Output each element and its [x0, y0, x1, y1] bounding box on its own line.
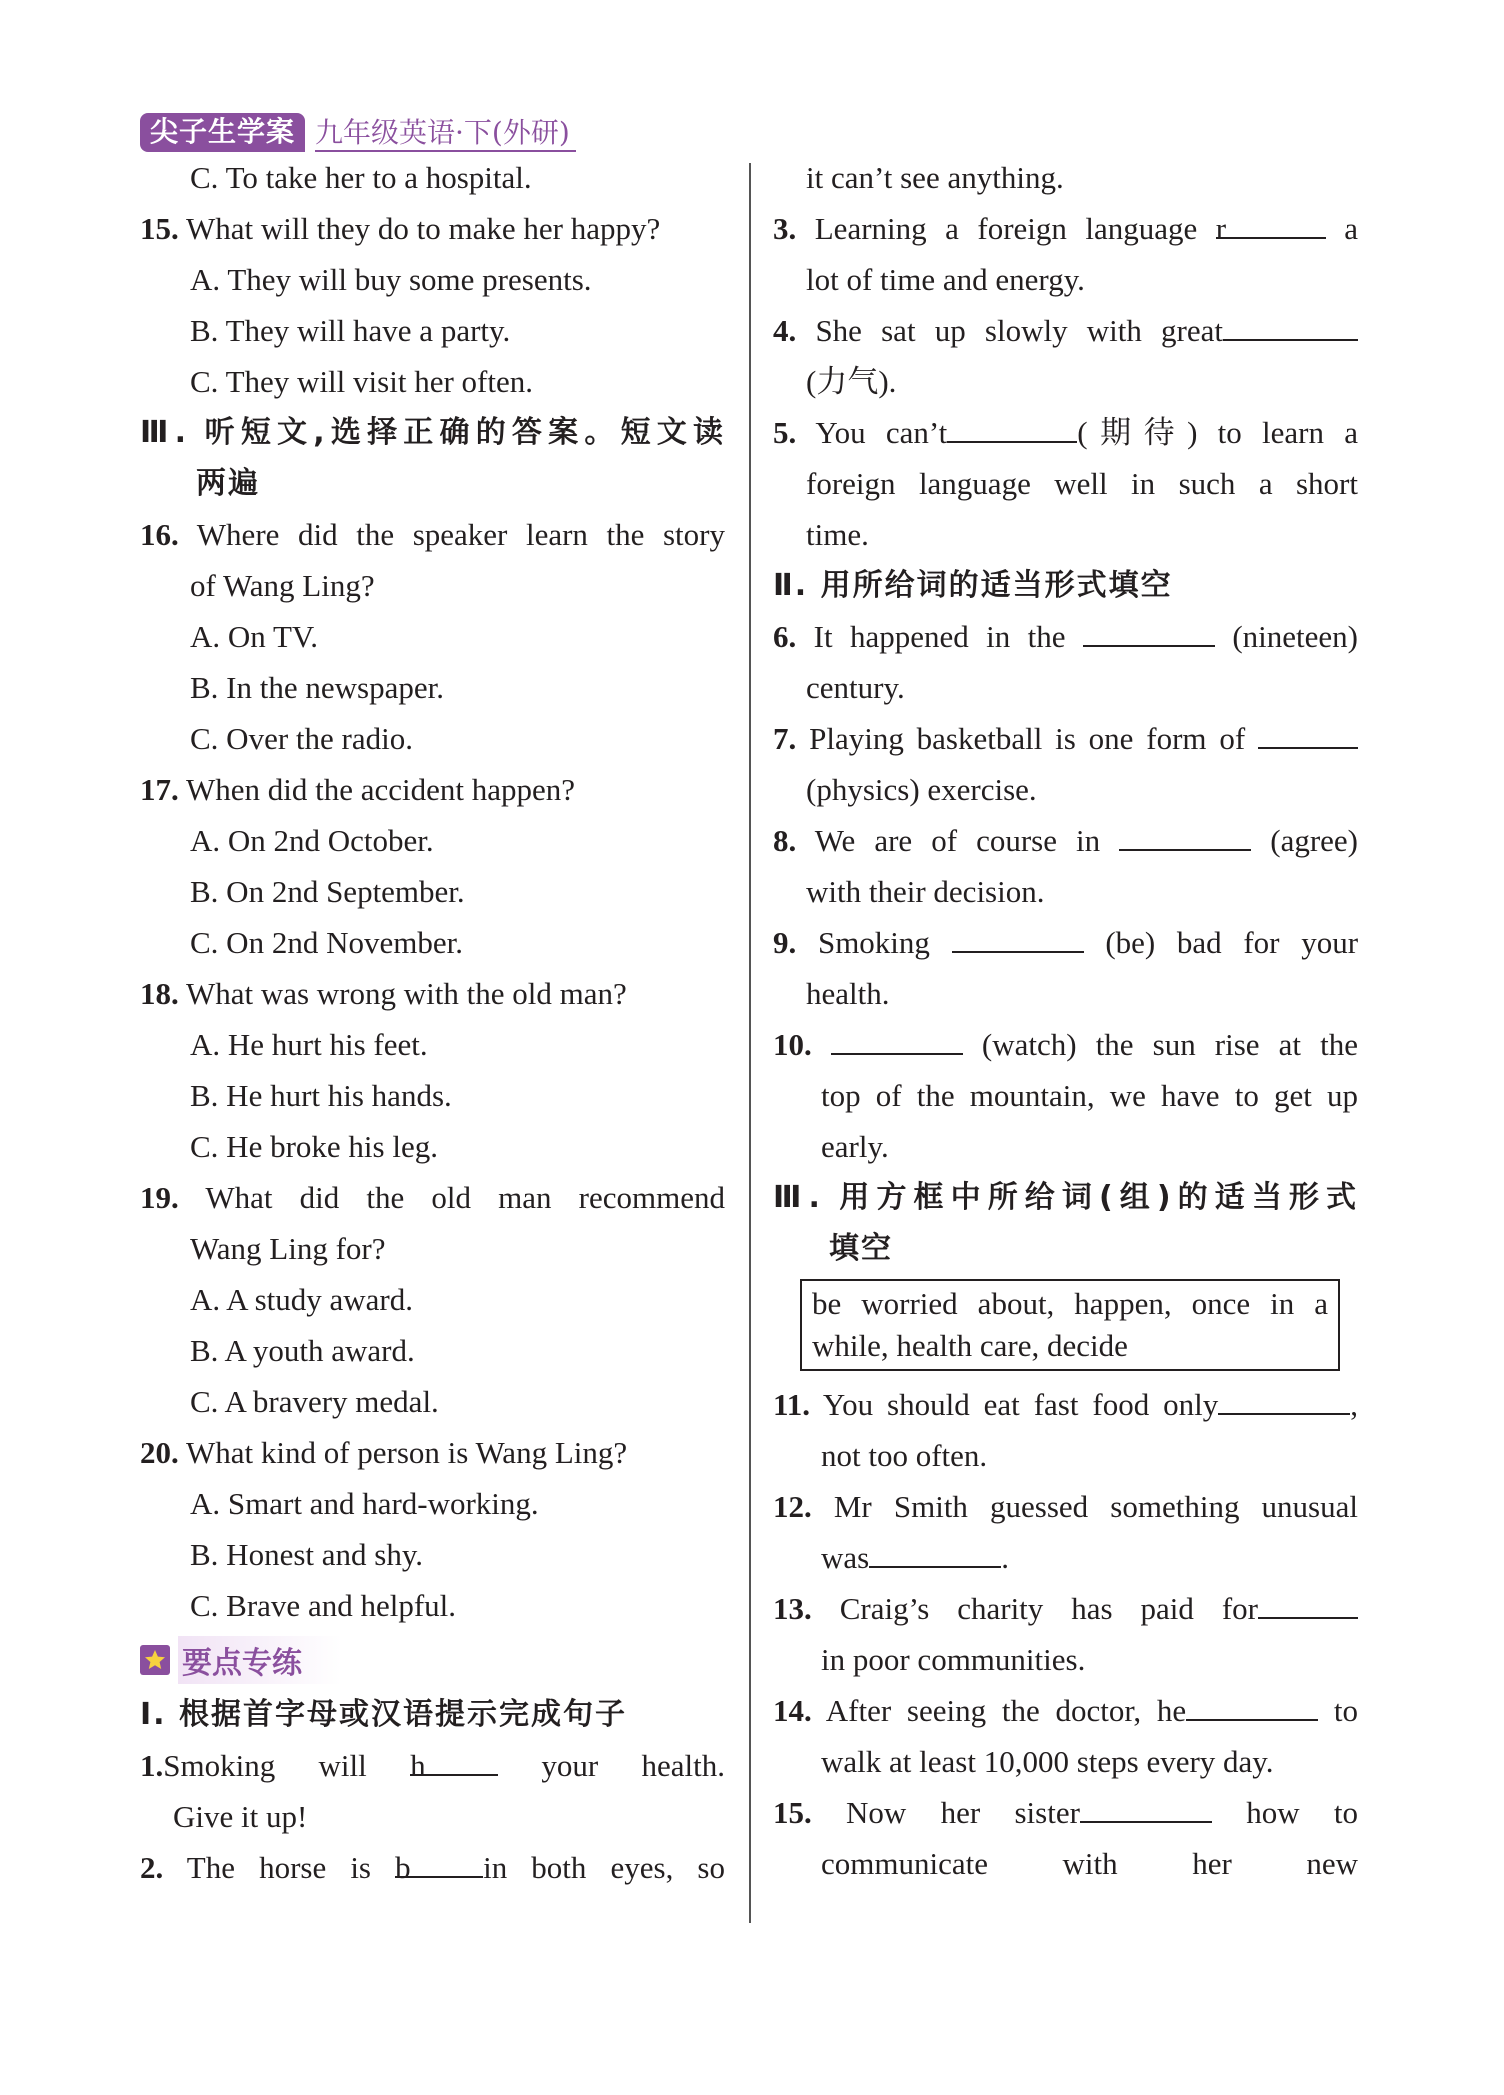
star-icon	[140, 1645, 170, 1675]
question-text: What kind of person is Wang Ling?	[185, 1435, 628, 1470]
question-14	[773, 1685, 1358, 1736]
question-text-cont: health.	[806, 976, 890, 1011]
question-text: You should eat fast food only	[822, 1387, 1219, 1422]
question-text: Learning a foreign language	[814, 211, 1216, 246]
question-text-cont	[773, 1532, 1358, 1583]
question-text: (be) bad for your	[1083, 925, 1359, 960]
question-number: 17.	[140, 772, 179, 807]
question-number: 10.	[773, 1027, 812, 1062]
option-a: A. On 2nd October.	[190, 823, 434, 858]
word-bank-line: while, health care, decide	[812, 1328, 1128, 1363]
answer-blank[interactable]	[410, 1740, 498, 1783]
question-2	[140, 1842, 725, 1893]
question-6	[773, 611, 1358, 662]
question-text: a	[1325, 211, 1359, 246]
question-12	[773, 1481, 1358, 1532]
question-number: 1.	[140, 1748, 164, 1783]
question-text: What did the old man recommend	[205, 1180, 725, 1215]
question-text: What was wrong with the old man?	[185, 976, 627, 1011]
answer-blank[interactable]	[1186, 1685, 1318, 1721]
question-text: .	[1001, 1540, 1009, 1575]
question-text: The horse is	[186, 1850, 396, 1885]
key-practice-label: 要点专练	[178, 1636, 342, 1684]
question-text-cont: walk at least 10,000 steps every day.	[821, 1744, 1274, 1779]
option-a: A. On TV.	[190, 619, 319, 654]
question-13	[773, 1583, 1358, 1634]
option-a: A. He hurt his feet.	[190, 1027, 428, 1062]
question-number: 14.	[773, 1693, 812, 1728]
question-text: in both eyes, so	[483, 1850, 725, 1885]
question-number: 9.	[773, 925, 797, 960]
option-b: B. They will have a party.	[190, 313, 511, 348]
question-number: 8.	[773, 823, 797, 858]
option-c: C. He broke his leg.	[190, 1129, 438, 1164]
question-17	[140, 764, 725, 815]
question-text: how to	[1211, 1795, 1359, 1830]
question-7	[773, 713, 1358, 764]
question-number: 19.	[140, 1180, 179, 1215]
question-text-cont: century.	[806, 670, 905, 705]
section-3-title-cont: 两遍	[196, 466, 260, 501]
question-text: Craig’s charity has paid for	[839, 1591, 1259, 1626]
question-number: 18.	[140, 976, 179, 1011]
question-number: 3.	[773, 211, 797, 246]
question-number: 15.	[773, 1795, 812, 1830]
question-text-cont: (physics) exercise.	[806, 772, 1037, 807]
question-text-cont: foreign language well in such a short	[806, 466, 1358, 501]
option-a: A. Smart and hard-working.	[190, 1486, 539, 1521]
question-text: was	[821, 1540, 870, 1575]
option-c: C. Over the radio.	[190, 721, 413, 756]
question-text-cont: communicate with her new	[821, 1846, 1358, 1881]
option-b: B. On 2nd September.	[190, 874, 465, 909]
page-header	[140, 112, 576, 152]
question-text-cont: it can’t see anything.	[806, 160, 1064, 195]
question-text: Playing basketball is one form of	[809, 721, 1259, 756]
section-1-title: Ⅰ. 根据首字母或汉语提示完成句子	[140, 1697, 628, 1732]
question-text: Smoking will	[163, 1748, 411, 1783]
answer-blank[interactable]	[1083, 611, 1215, 647]
question-text: (nineteen)	[1214, 619, 1359, 654]
question-number: 16.	[140, 517, 179, 552]
question-text: (期待) to learn a	[1077, 415, 1358, 450]
question-text: (watch) the sun rise at the	[962, 1027, 1358, 1062]
option-line: C. To take her to a hospital.	[190, 160, 532, 195]
option-c: C. Brave and helpful.	[190, 1588, 457, 1623]
key-practice-banner	[140, 1631, 725, 1689]
section-3b-title-cont: 填空	[829, 1231, 893, 1266]
question-text: It happened in the	[813, 619, 1083, 654]
question-text-cont: with their decision.	[806, 874, 1045, 909]
option-c: C. They will visit her often.	[190, 364, 533, 399]
question-text-cont: lot of time and energy.	[806, 262, 1085, 297]
question-number: 7.	[773, 721, 797, 756]
question-19	[140, 1172, 725, 1223]
section-2-title: Ⅱ. 用所给词的适当形式填空	[773, 568, 1173, 603]
question-number: 12.	[773, 1489, 812, 1524]
question-text: your health.	[498, 1748, 725, 1783]
question-number: 11.	[773, 1387, 811, 1422]
question-text: ,	[1350, 1387, 1358, 1422]
question-text: When did the accident happen?	[185, 772, 575, 807]
question-text: You can’t	[815, 415, 948, 450]
option-b: B. He hurt his hands.	[190, 1078, 452, 1113]
question-text: to	[1318, 1693, 1359, 1728]
left-column	[140, 152, 725, 1893]
word-bank-box	[800, 1279, 1340, 1371]
question-5	[773, 407, 1358, 458]
answer-blank[interactable]	[1218, 1379, 1350, 1415]
question-text: Now her sister	[846, 1795, 1080, 1830]
word-bank-line: be worried about, happen, once in a	[812, 1286, 1328, 1321]
question-15	[140, 203, 725, 254]
option-b: B. Honest and shy.	[190, 1537, 424, 1572]
question-text-cont: in poor communities.	[821, 1642, 1086, 1677]
answer-blank[interactable]	[1080, 1787, 1212, 1823]
question-number: 6.	[773, 619, 797, 654]
question-1	[140, 1740, 725, 1791]
question-text-cont: Give it up!	[173, 1799, 308, 1834]
answer-blank[interactable]	[869, 1532, 1001, 1568]
question-16	[140, 509, 725, 560]
question-text-cont: Wang Ling for?	[190, 1231, 386, 1266]
answer-blank[interactable]	[1215, 203, 1326, 246]
question-11	[773, 1379, 1358, 1430]
question-18	[140, 968, 725, 1019]
question-number: 5.	[773, 415, 797, 450]
question-number: 15.	[140, 211, 179, 246]
answer-blank[interactable]	[395, 1842, 483, 1885]
question-text: What will they do to make her happy?	[185, 211, 661, 246]
question-text: Mr Smith guessed something unusual	[833, 1489, 1358, 1524]
column-divider	[749, 163, 751, 1923]
question-3	[773, 203, 1358, 254]
question-text: Smoking	[817, 925, 952, 960]
question-10	[773, 1019, 1358, 1070]
question-text: We are of course in	[814, 823, 1120, 858]
option-c: C. On 2nd November.	[190, 925, 463, 960]
question-text-cont: top of the mountain, we have to get up	[821, 1078, 1358, 1113]
question-4	[773, 305, 1358, 356]
answer-blank[interactable]	[952, 917, 1084, 953]
brand-label: 尖子生学案	[140, 113, 305, 152]
option-a: A. A study award.	[190, 1282, 414, 1317]
question-9	[773, 917, 1358, 968]
question-text-cont: early.	[821, 1129, 889, 1164]
answer-blank[interactable]	[1119, 815, 1251, 851]
answer-blank[interactable]	[1258, 713, 1358, 749]
answer-blank[interactable]	[1223, 305, 1358, 341]
question-text: Where did the speaker learn the story	[196, 517, 725, 552]
hint-letter: r	[1215, 211, 1227, 246]
question-number: 2.	[140, 1850, 164, 1885]
question-15b	[773, 1787, 1358, 1838]
option-c: C. A bravery medal.	[190, 1384, 439, 1419]
question-text: After seeing the doctor, he	[825, 1693, 1187, 1728]
question-number: 20.	[140, 1435, 179, 1470]
question-text: She sat up slowly with great	[815, 313, 1224, 348]
answer-blank[interactable]	[947, 407, 1077, 443]
question-text-cont: time.	[806, 517, 869, 552]
question-text-cont: (力气).	[806, 364, 897, 399]
hint-letter: b	[395, 1850, 411, 1885]
question-20	[140, 1427, 725, 1478]
book-subtitle: 九年级英语·下(外研)	[315, 116, 576, 152]
option-b: B. A youth award.	[190, 1333, 415, 1368]
option-b: B. In the newspaper.	[190, 670, 444, 705]
question-text-cont: of Wang Ling?	[190, 568, 375, 603]
option-a: A. They will buy some presents.	[190, 262, 592, 297]
question-number: 13.	[773, 1591, 812, 1626]
right-column	[773, 152, 1358, 1889]
question-text-cont: not too often.	[821, 1438, 988, 1473]
question-number: 4.	[773, 313, 797, 348]
answer-blank[interactable]	[1258, 1583, 1358, 1619]
section-3-title: Ⅲ. 听短文,选择正确的答案。短文读	[140, 415, 725, 450]
answer-blank[interactable]	[831, 1019, 963, 1055]
question-text: (agree)	[1251, 823, 1358, 858]
section-3b-title: Ⅲ. 用方框中所给词(组)的适当形式	[773, 1180, 1358, 1215]
question-8	[773, 815, 1358, 866]
hint-letter: h	[410, 1748, 426, 1783]
